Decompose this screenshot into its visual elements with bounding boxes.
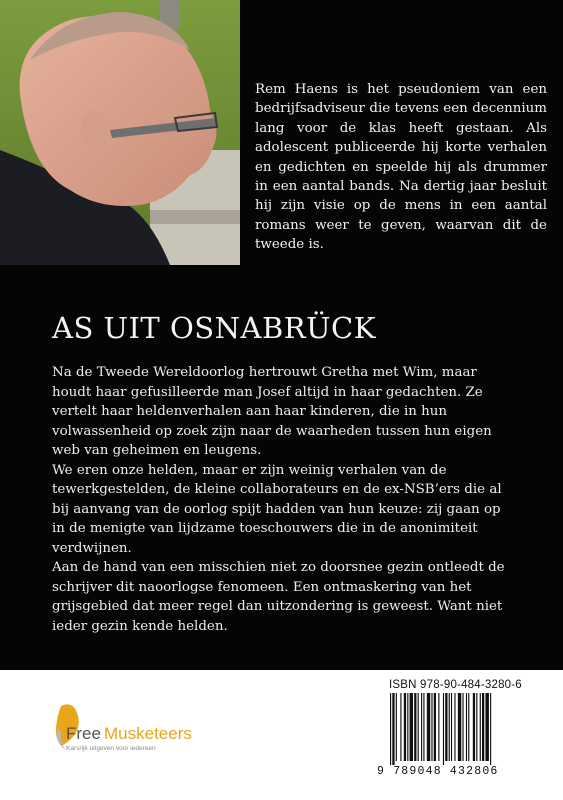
barcode-bar <box>480 693 481 761</box>
barcode-bar <box>443 693 444 765</box>
isbn-label: ISBN 978-90-484-3280-6 <box>389 679 522 691</box>
barcode-bar <box>473 693 475 761</box>
barcode-bar <box>445 693 447 761</box>
book-title: AS UIT OSNABRÜCK <box>52 311 376 345</box>
barcode-bar <box>438 693 439 761</box>
barcode-bar <box>414 693 416 761</box>
blurb-paragraph: Aan de hand van een misschien niet zo doorsnee gezin ontleedt de schrijver dit naoorlogse fenomeen. Een ontmaskering van het grijsgebied dat meer regel dan uitzondering is geweest. Want niet ieder gezin kende helden. <box>52 560 505 634</box>
barcode-bar <box>404 693 406 761</box>
barcode-bar <box>458 693 461 761</box>
barcode-bar <box>427 693 430 761</box>
blurb-paragraph: We eren onze helden, maar er zijn weinig verhalen van de tewerkgestelden, de kleine collaborateurs en de ex-NSB’ers die al bij aanvang van de oorlog spijt hadden van hun keuze: zij gaan op in de menigte van lijdzame toeschouwers die in de anonimiteit verdwijnen. <box>52 462 502 556</box>
barcode-bar <box>466 693 467 761</box>
barcode-bar <box>421 693 422 761</box>
barcode-bar <box>476 693 477 761</box>
barcode-bar <box>410 693 413 761</box>
blurb <box>52 363 514 636</box>
blurb-paragraph: Na de Tweede Wereldoorlog hertrouwt Gretha met Wim, maar houdt haar gefusilleerde man Josef altijd in haar gedachten. Ze vertelt haar heldenverhalen aan haar kinderen, die in hun volwassenheid op zoek zijn naar de waarheden tussen hun eigen web van geheimen en leugens. <box>52 365 492 458</box>
barcode-bar <box>431 693 432 761</box>
barcode-bar <box>485 693 488 761</box>
barcode-bar <box>423 693 424 761</box>
barcode-bar <box>418 693 419 761</box>
barcode-bar <box>392 693 394 765</box>
barcode-bar <box>434 693 436 761</box>
barcode-bar <box>482 693 484 761</box>
barcode-bar <box>396 693 397 761</box>
barcode-bar <box>390 693 391 765</box>
author-photo <box>0 0 240 265</box>
barcode-bar <box>490 693 491 765</box>
barcode-bar <box>454 693 455 761</box>
barcode-digits: 9 789048 432806 <box>377 765 499 778</box>
author-portrait-image <box>0 0 240 265</box>
barcode-bar <box>407 693 408 761</box>
barcode-bar <box>462 693 463 761</box>
author-bio: Rem Haens is het pseudoniem van een bedrijfsadviseur die tevens een decennium lang voor de klas heeft gestaan. Als adolescent publiceerde hij korte verhalen en gedichten en speelde hij als drummer in een aantal bands. Na dertig jaar besluit hij zijn visie op de mens in een aantal romans weer te geven, waarvan dit de tweede is. <box>255 82 547 253</box>
barcode-bar <box>468 693 469 761</box>
barcode-bar <box>451 693 452 761</box>
publisher-name-free: Free <box>66 724 101 743</box>
barcode-bar <box>400 693 401 761</box>
publisher-name-musketeers: Musketeers <box>104 724 192 743</box>
barcode-bar <box>449 693 450 761</box>
barcode-icon <box>388 693 530 765</box>
publisher-tagline: Karsrijk uitgeven voor iedereen <box>66 745 156 752</box>
